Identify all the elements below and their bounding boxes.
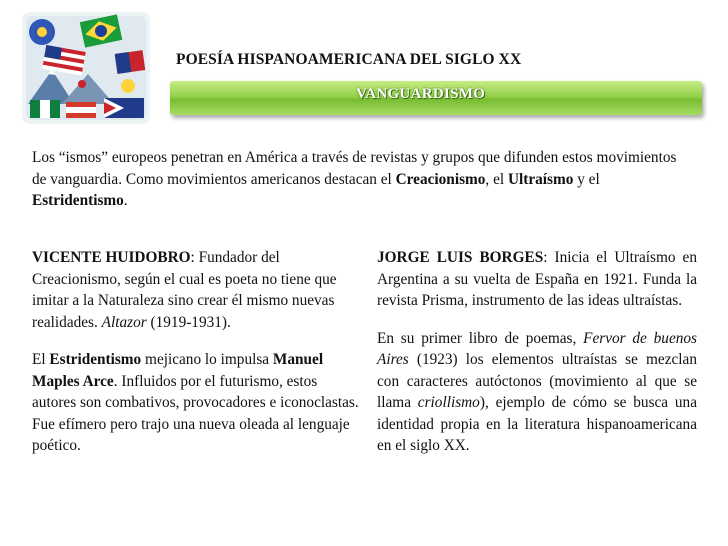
fervor-pre: En su primer libro de poemas,: [377, 329, 584, 347]
fervor-paragraph: [377, 328, 697, 457]
altazor-years: (1919-1931).: [146, 313, 231, 331]
banner-label: VANGUARDISMO: [356, 86, 486, 102]
huidobro-name: VICENTE HUIDOBRO: [32, 249, 191, 266]
intro-end: .: [123, 192, 128, 209]
criollismo-term: criollismo: [417, 394, 480, 411]
intro-text: Los “ismos” europeos penetran en América a través de revistas y grupos que difunden estos movimientos de vanguardia. Como movimientos americanos destacan el: [32, 149, 677, 188]
estridentismo-mid: mejicano lo impulsa: [141, 351, 273, 368]
intro-sep1: , el: [485, 170, 508, 188]
fervor-end: ), ejemplo de cómo se busca una identidad propia en la literatura hispanoamericana en el siglo XX.: [377, 394, 697, 454]
intro-sep2: y el: [573, 170, 600, 188]
altazor-title: Altazor: [101, 313, 147, 331]
page-title: POESÍA HISPANOAMERICANA DEL SIGLO XX: [176, 51, 522, 68]
left-column: [32, 247, 362, 457]
estridentismo-paragraph: [32, 349, 362, 457]
borges-paragraph: [377, 247, 697, 312]
estridentismo-text: . Influidos por el futurismo, estos autores son combativos, provocadores e iconoclastas. Fue efímero pero trajo una nueva oleada al lenguaje poético.: [32, 372, 359, 454]
intro-estridentismo: Estridentismo: [32, 192, 124, 209]
huidobro-text: : Fundador del Creacionismo, según el cual es poeta no tiene que imitar a la Naturaleza sino crear él mismo nuevas realidades.: [32, 249, 337, 331]
intro-creacionismo: Creacionismo: [395, 170, 486, 188]
section-banner: [170, 81, 702, 115]
huidobro-paragraph: [32, 247, 362, 333]
borges-name: JORGE LUIS BORGES: [377, 249, 544, 266]
fervor-mid: (1923) los elementos ultraístas se mezclan con caracteres autóctonos (movimiento al que se llama: [377, 351, 697, 411]
right-column: [377, 247, 697, 457]
estridentismo-label: Estridentismo: [49, 351, 142, 368]
flags-collage-logo: [22, 12, 150, 124]
fervor-title: Fervor de buenos Aires: [377, 329, 697, 368]
intro-ultraismo: Ultraísmo: [507, 170, 574, 188]
estridentismo-pre: El: [32, 351, 50, 368]
maples-arce-name: Manuel Maples Arce: [32, 351, 324, 390]
borges-text: : Inicia el Ultraísmo en Argentina a su vuelta de España en 1921. Funda la revista Prisma, instrumento de las ideas ultraístas.: [377, 249, 697, 309]
intro-paragraph: [32, 147, 682, 212]
